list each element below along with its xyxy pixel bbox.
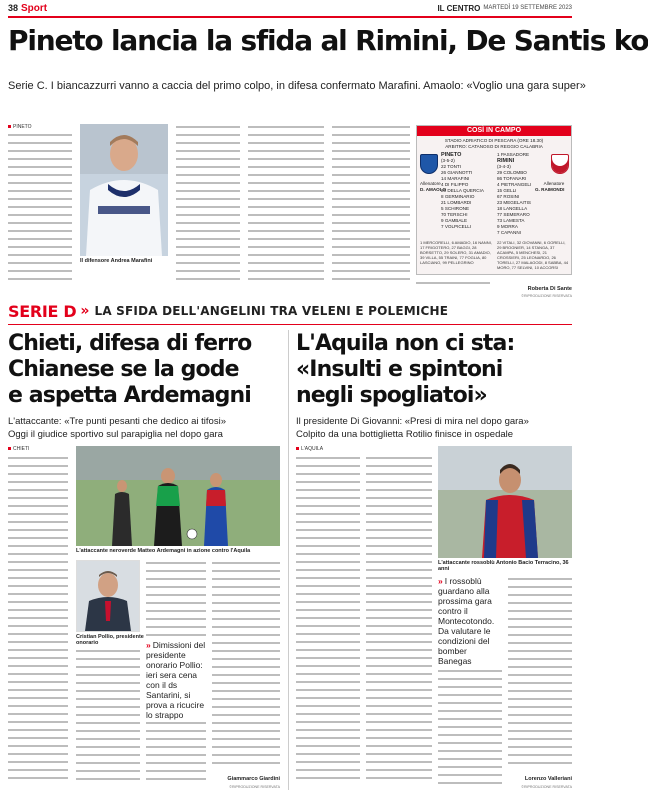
home-player: 7 VOLPICELLI — [441, 224, 472, 229]
away-player: 9 MORRA — [497, 224, 518, 229]
away-player: 15 GELLI — [497, 188, 517, 193]
home-player: 4 DI FILIPPO — [441, 182, 469, 187]
chevron-right-icon: » — [146, 640, 151, 650]
home-coach-label: Allenatore — [420, 181, 441, 186]
home-player: 14 MARAFINI — [441, 176, 470, 181]
article-body-col-5 — [332, 124, 410, 292]
aquila-body-col-4 — [508, 576, 572, 774]
away-player: 29 COLOMBO — [497, 170, 527, 175]
home-player: 20 DELLA QUERCIA — [441, 188, 484, 193]
rights-notice-aquila: ©RIPRODUZIONE RISERVATA — [521, 785, 572, 789]
section-name[interactable]: Sport — [21, 2, 48, 14]
aquila-headline-2: «Insulti e spintoni — [296, 357, 503, 382]
home-player: 8 GERMINARIO — [441, 194, 475, 199]
chieti-body-col-1 — [8, 455, 68, 790]
aquila-pull-text: I rossoblù guardano alla prossima gara contro il Montecotondo. Da valutare le condizioni del bomber Banegas — [438, 576, 495, 666]
home-player: 26 GIANNOTTI — [441, 170, 473, 175]
rights-notice: ©RIPRODUZIONE RISERVATA — [521, 294, 572, 298]
byline-chieti: Giammarco Giardini — [227, 776, 280, 782]
photo-terracino — [438, 446, 572, 558]
chieti-pull-text: Dimissioni del presidente onorario Pollio: ieri sera cena con il ds Santarini, si prova a ricucire lo strappo — [146, 640, 206, 720]
article-tag-aquila: L'AQUILA — [296, 446, 323, 452]
chieti-quote: L'attaccante: «Tre punti pesanti che dedico ai tifosi» — [8, 416, 226, 427]
page-header — [0, 0, 580, 16]
page-number: 38 — [8, 3, 19, 13]
away-team-name: RIMINI — [497, 158, 515, 164]
away-player: 4 PIETRANGELI — [497, 182, 532, 187]
article-body-col-3 — [176, 124, 240, 292]
band-rule — [8, 324, 572, 325]
chieti-headline-3: e aspetta Ardemagni — [8, 383, 251, 408]
article-body-col-1 — [8, 132, 72, 292]
aquila-body-col-1 — [296, 455, 360, 790]
header-rule — [8, 16, 572, 18]
chieti-headline-2: Chianese se la gode — [8, 357, 239, 382]
rights-notice-chieti: ©RIPRODUZIONE RISERVATA — [229, 785, 280, 789]
chieti-headline-1: Chieti, difesa di ferro — [8, 331, 252, 356]
pineto-crest-icon — [420, 154, 438, 174]
aquila-summary: Colpito da una bottiglietta Rotilio finisce in ospedale — [296, 429, 514, 440]
photo-ardemagni — [76, 446, 280, 546]
lineup-stadium: STADIO ADRIATICO DI PESCARA (ORE 18.30) — [444, 138, 544, 143]
home-player: 70 TERSCHI — [441, 212, 468, 217]
chevron-right-icon: » — [438, 576, 443, 586]
home-coach-name: D. AMAOLO — [420, 187, 447, 192]
home-coach — [420, 181, 446, 193]
article-body-col-4 — [248, 124, 324, 292]
home-bench: 1 MERCORELLI, 6 AMADIO, 16 NANNI, 17 FRIGOTERO, 27 BAGGI, 28 BORSETTO, 29 SOLERO, 31 AMADIO, 39 VILLA, 55 TRAINI, 77 FOGLIA, 80 LASCIANO, 99 PELLEGRINO — [420, 240, 492, 265]
away-player: 86 TOFANARI — [497, 176, 527, 181]
home-player: 21 LOMBARDI — [441, 200, 472, 205]
caption-pollio: Cristian Pollio, presidente onorario — [76, 634, 146, 646]
caption-ardemagni: L'attaccante neroverde Matteo Ardemagni in azione contro l'Aquila — [76, 548, 251, 554]
away-player: 18 LANGELLA — [497, 206, 528, 211]
caption-terracino: L'attaccante rossoblù Antonio Bacio Terracino, 36 anni — [438, 560, 569, 572]
photo-marafini — [80, 124, 168, 256]
aquila-body-col-3 — [438, 668, 502, 790]
newspaper-name: IL CENTRO — [437, 3, 481, 13]
lineup-box — [416, 125, 572, 275]
chieti-pull-quote — [146, 640, 208, 720]
byline-aquila: Lorenzo Valleriani — [524, 776, 572, 782]
byline-pineto: Roberta Di Sante — [527, 286, 572, 292]
away-player: 67 ROSINI — [497, 194, 520, 199]
chieti-body-col-4 — [212, 560, 280, 775]
caption-marafini: Il difensore Andrea Marafini — [80, 258, 153, 264]
chevron-right-icon: » — [80, 303, 90, 319]
rimini-crest-icon — [551, 154, 569, 174]
away-coach-label: Allenatore — [543, 181, 565, 186]
away-player: 77 SEMERARO — [497, 212, 530, 217]
column-divider — [288, 330, 289, 790]
away-bench: 22 VITALI, 32 GIOVANNI, 6 GORELLI, 29 BROGNIER, 14 STANGA, 37 ACAMPA, 5 MENCHESI, 21 CROSSIERI, 25 LEONARDO, 26 TORELLI, 27 MALAGODI, 8 SABBA, 44 MORO, 77 SELVINI, 10 ACCORSI — [497, 240, 569, 270]
lineup-referee: ARBITRO: CATANOSO DI REGGIO CALABRIA — [445, 144, 543, 149]
article-tag-chieti: CHIETI — [8, 446, 29, 452]
band-topic: LA SFIDA DELL'ANGELINI TRA VELENI E POLEMICHE — [94, 304, 449, 318]
home-player: 22 TONTI — [441, 164, 461, 169]
aquila-quote: Il presidente Di Giovanni: «Presi di mira nel dopo gara» — [296, 416, 529, 427]
away-player: 73 LAMESTA — [497, 218, 525, 223]
aquila-pull-quote — [438, 576, 502, 666]
away-player: 7 CAPANNI — [497, 230, 521, 235]
away-team-module: (3-4-3) — [497, 164, 511, 169]
away-player: 1 PASSADORE — [497, 152, 530, 157]
away-coach-name: G. RAIMONDI — [535, 187, 565, 192]
photo-pollio — [76, 560, 140, 632]
issue-date: MARTEDÌ 19 SETTEMBRE 2023 — [483, 5, 572, 11]
home-team-lineup — [441, 152, 484, 230]
article-body-col-6 — [416, 280, 490, 292]
main-subhead: Serie C. I biancazzurri vanno a caccia del primo colpo, in difesa confermato Marafini. Amaolo: «Voglio una gara super» — [8, 80, 586, 92]
section-band-serie-d — [8, 301, 572, 321]
lineup-title: COSÌ IN CAMPO — [417, 126, 571, 136]
away-player: 23 MEGELAITIS — [497, 200, 531, 205]
main-headline: Pineto lancia la sfida al Rimini, De Santis ko — [8, 24, 648, 57]
aquila-headline-3: negli spogliatoi» — [296, 383, 487, 408]
home-player: 5 SCHIRONE — [441, 206, 470, 211]
chieti-summary: Oggi il giudice sportivo sul parapiglia nel dopo gara — [8, 429, 223, 440]
aquila-headline-1: L'Aquila non ci sta: — [296, 331, 515, 356]
home-team-module: (3-5-2) — [441, 158, 455, 163]
away-team-lineup — [497, 152, 531, 236]
home-team-name: PINETO — [441, 152, 462, 158]
article-tag-pineto: PINETO — [8, 124, 32, 130]
home-player: 9 GAMBALE — [441, 218, 468, 223]
band-serie-label: SERIE D — [8, 301, 77, 321]
aquila-body-col-2 — [366, 455, 432, 790]
away-coach — [535, 181, 564, 193]
